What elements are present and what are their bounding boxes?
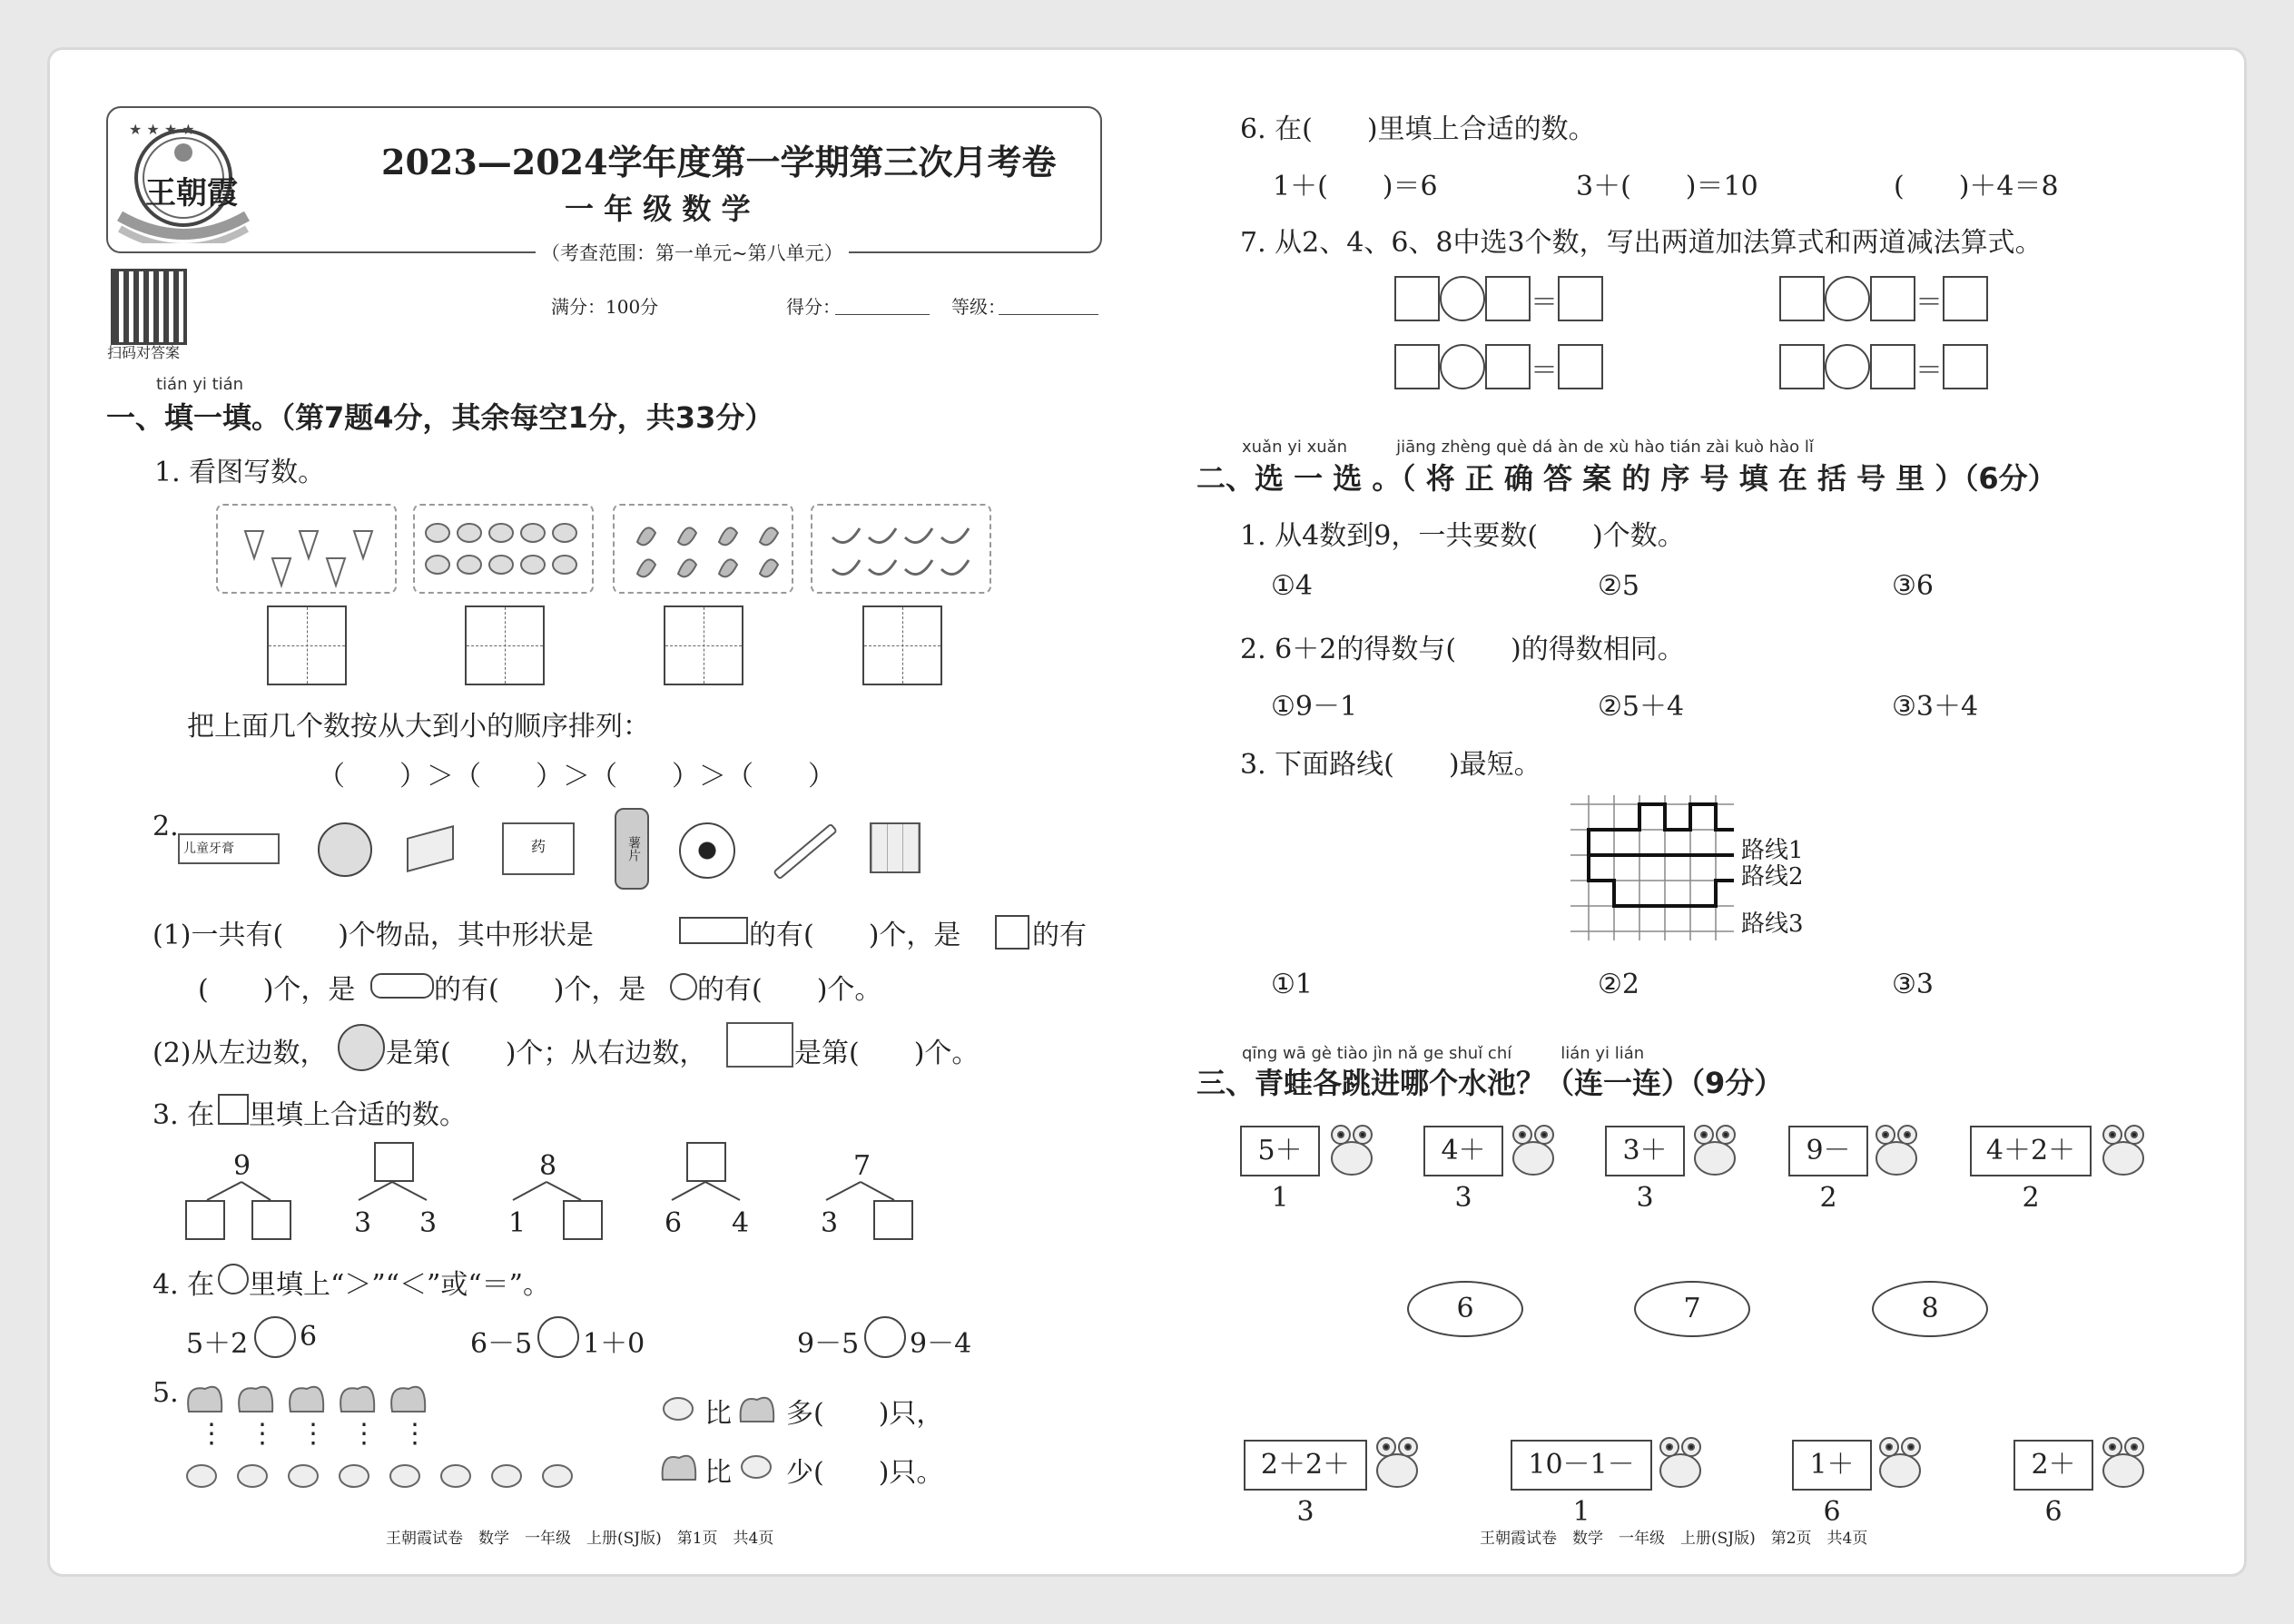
frog-top-4-expr[interactable]: 9－2 (1788, 1126, 1868, 1176)
tree4-top-box[interactable] (686, 1142, 726, 1182)
q5-dots-2: ⋮ (249, 1418, 276, 1450)
q4-label-b: 里填上“＞”“＜”或“＝”。 (249, 1269, 551, 1301)
q2-line1a: (1)一共有( )个物品，其中形状是 (153, 920, 594, 951)
frog-icon (1874, 1432, 1926, 1491)
s2-q3-label: 3. 下面路线( )最短。 (1240, 749, 1541, 781)
pond-8[interactable]: 8 (1872, 1281, 1988, 1337)
s2-q1-opt2[interactable]: ②5 (1598, 570, 1639, 602)
s2-q3-opt3[interactable]: ③3 (1892, 969, 1934, 1000)
q7-eq3-box2[interactable] (1485, 344, 1531, 389)
full-score: 满分：100分 (551, 296, 659, 318)
q1-label: 1. 看图写数。 (154, 457, 326, 488)
s2-q1-label: 1. 从4数到9，一共要数( )个数。 (1240, 520, 1685, 552)
tree1-left-box[interactable] (185, 1200, 225, 1240)
q3-label: 3. 在 (153, 1099, 215, 1131)
q6-label: 6. 在( )里填上合适的数。 (1240, 113, 1596, 145)
frog-icon (1325, 1120, 1378, 1178)
route3-label: 路线3 (1741, 910, 1804, 938)
q4-item3-circle[interactable] (864, 1316, 906, 1358)
q4-item3-right: 9－4 (910, 1328, 972, 1360)
q7-eq2-box1[interactable] (1779, 276, 1825, 321)
q7-eq4-box1[interactable] (1779, 344, 1825, 389)
q5-dots-4: ⋮ (350, 1418, 378, 1450)
q2-line2a: ( )个，是 (198, 974, 356, 1006)
q7-eq4-equals: ＝ (1915, 355, 1943, 387)
q7-eq2-result[interactable] (1943, 276, 1988, 321)
q7-label: 7. 从2、4、6、8中选3个数，写出两道加法算式和两道减法算式。 (1240, 227, 2043, 259)
frog-bottom-1-expr[interactable]: 2＋2＋3 (1244, 1440, 1367, 1491)
frog-top-3-expr[interactable]: 3＋3 (1605, 1126, 1685, 1176)
q6-item2[interactable]: 3＋( )＝10 (1576, 171, 1758, 202)
tree1-top: 9 (233, 1150, 251, 1182)
q7-eq1-op[interactable] (1440, 276, 1485, 321)
frog-icon (1654, 1432, 1707, 1491)
frog-icon (1689, 1120, 1741, 1178)
svg-text:★ ★ ★ ★: ★ ★ ★ ★ (129, 121, 195, 138)
q2-label: 2. (153, 811, 179, 842)
q4-item3-left: 9－5 (797, 1328, 860, 1360)
frog-top-2-expr[interactable]: 4＋3 (1423, 1126, 1503, 1176)
pond-7[interactable]: 7 (1634, 1281, 1750, 1337)
tree5-right-box[interactable] (873, 1200, 913, 1240)
q2-line1b: 的有( )个，是 (749, 920, 961, 951)
q5-label: 5. (153, 1377, 179, 1409)
q7-eq4-box2[interactable] (1870, 344, 1915, 389)
grade-label: 等级： (951, 296, 1006, 318)
score-label: 得分： (786, 296, 841, 318)
cube-shape-icon (995, 915, 1029, 950)
q2-line1c: 的有 (1032, 920, 1087, 951)
qr-caption: 扫码对答案 (107, 344, 181, 361)
frog-icon (2097, 1432, 2150, 1491)
q5-line1b: 多( )只， (786, 1398, 944, 1430)
frog-bottom-3-expr[interactable]: 1＋6 (1792, 1440, 1872, 1491)
frog-top-5-expr[interactable]: 4＋2＋2 (1970, 1126, 2092, 1176)
tree4-left: 6 (665, 1207, 683, 1239)
bee-row-icon (182, 1451, 581, 1498)
tree3-top: 8 (539, 1150, 557, 1182)
q7-eq1-box2[interactable] (1485, 276, 1531, 321)
q3-label-b: 里填上合适的数。 (249, 1099, 467, 1131)
pond-6[interactable]: 6 (1407, 1281, 1523, 1337)
q7-eq3-box1[interactable] (1394, 344, 1440, 389)
tree5-left: 3 (821, 1207, 839, 1239)
section3-pinyin: qīng wā gè tiào jìn nǎ ge shuǐ chí lián yi lián (1242, 1044, 1645, 1063)
s2-q3-opt1[interactable]: ①1 (1271, 969, 1313, 1000)
q5-dots-3: ⋮ (300, 1418, 327, 1450)
medicine-box: 药 (502, 822, 575, 875)
section3-title: 三、青蛙各跳进哪个水池？（连一连）（9分） (1196, 1066, 1784, 1100)
frog-icon (1507, 1120, 1560, 1178)
butterfly-icon-2 (659, 1445, 701, 1485)
frog-icon (1870, 1120, 1923, 1178)
q4-item2-left: 6－5 (470, 1328, 533, 1360)
q7-eq3-op[interactable] (1440, 344, 1485, 389)
tree5-top: 7 (853, 1150, 871, 1182)
q5-dots-1: ⋮ (198, 1418, 225, 1450)
q4-label: 4. 在 (153, 1269, 215, 1301)
q2-line3b: 是第( )个；从右边数， (386, 1038, 707, 1069)
s2-q2-opt1[interactable]: ①9－1 (1271, 691, 1358, 723)
q7-eq4-op[interactable] (1825, 344, 1870, 389)
q6-item3[interactable]: ( )＋4＝8 (1894, 171, 2059, 202)
frog-icon (2097, 1120, 2150, 1178)
footer-right: 王朝霞试卷 数学 一年级 上册(SJ版) 第2页 共4页 (1480, 1530, 1868, 1548)
bee-icon-1 (659, 1387, 697, 1425)
s2-q1-opt3[interactable]: ③6 (1892, 570, 1934, 602)
tree2-top-box[interactable] (374, 1142, 414, 1182)
q7-eq1-equals: ＝ (1531, 287, 1558, 319)
tree2-right: 3 (419, 1207, 438, 1239)
q4-item1-circle[interactable] (254, 1316, 296, 1358)
q4-item1-right: 6 (300, 1321, 318, 1353)
q7-eq2-equals: ＝ (1915, 287, 1943, 319)
q7-eq2-box2[interactable] (1870, 276, 1915, 321)
bee-icon-2 (737, 1445, 775, 1483)
q5-dots-5: ⋮ (401, 1418, 428, 1450)
logo-text: 王朝霞 (145, 175, 238, 212)
section2-title: 二、选 一 选 。（ 将 正 确 答 案 的 序 号 填 在 括 号 里 ）（6分） (1196, 461, 2057, 496)
q5-line2a: 比 (704, 1457, 732, 1489)
subject-title: 一 年 级 数 学 (565, 192, 751, 226)
q2-line3a: (2)从左边数， (153, 1038, 328, 1069)
s2-q2-label: 2. 6＋2的得数与( )的得数相同。 (1240, 634, 1685, 665)
tree1-right-box[interactable] (251, 1200, 291, 1240)
frog-icon (1371, 1432, 1423, 1491)
q3-tree-lines (0, 0, 999, 1271)
frog-top-1-expr[interactable]: 5＋1 (1240, 1126, 1320, 1176)
toothpaste-box: 儿童牙膏 (178, 833, 280, 864)
route1-label: 路线1 (1741, 837, 1804, 864)
q7-eq1-box1[interactable] (1394, 276, 1440, 321)
route2-label: 路线2 (1741, 863, 1804, 891)
butterfly-icon-1 (737, 1387, 779, 1427)
q7-eq4-result[interactable] (1943, 344, 1988, 389)
butterfly-row-icon (180, 1375, 434, 1422)
s2-q2-opt2[interactable]: ②5＋4 (1598, 691, 1685, 723)
frog-bottom-2-expr[interactable]: 10－1－1 (1511, 1440, 1652, 1491)
footer-left: 王朝霞试卷 数学 一年级 上册(SJ版) 第1页 共4页 (386, 1530, 774, 1548)
q2-line2b: 的有( )个，是 (434, 974, 646, 1006)
order-instruction: 把上面几个数按从大到小的顺序排列： (187, 711, 650, 743)
section2-pinyin: xuǎn yi xuǎn jiāng zhèng què dá àn de xù hào tián zài kuò hào lǐ (1242, 438, 1814, 457)
q7-eq3-result[interactable] (1558, 344, 1603, 389)
q4-label-circle-icon (218, 1264, 249, 1294)
tree2-left: 3 (354, 1207, 372, 1239)
order-blanks[interactable]: （ ）＞（ ）＞（ ）＞（ ） (318, 761, 835, 792)
q2-line2c: 的有( )个。 (697, 974, 882, 1006)
q7-eq1-result[interactable] (1558, 276, 1603, 321)
tree3-right-box[interactable] (563, 1200, 603, 1240)
q6-item1[interactable]: 1＋( )＝6 (1273, 171, 1438, 202)
q4-item1-left: 5＋2 (186, 1328, 249, 1360)
section1-pinyin: tián yi tián (156, 375, 244, 394)
tree3-left: 1 (508, 1207, 527, 1239)
grade-field[interactable] (999, 314, 1098, 315)
frog-bottom-4-expr[interactable]: 2＋6 (2013, 1440, 2093, 1491)
page-title: 2023—2024学年度第一学期第三次月考卷 (381, 142, 1057, 182)
q5-line2b: 少( )只。 (786, 1457, 944, 1489)
chips-can: 薯片 (615, 808, 649, 890)
s2-q2-opt3[interactable]: ③3＋4 (1892, 691, 1979, 723)
q5-line1a: 比 (704, 1398, 732, 1430)
s2-q3-opt2[interactable]: ②2 (1598, 969, 1639, 1000)
q4-item2-circle[interactable] (537, 1316, 579, 1358)
q2-line3c: 是第( )个。 (794, 1038, 980, 1069)
tree4-right: 4 (732, 1207, 750, 1239)
route-grid-diagram (1570, 795, 1752, 945)
s2-q1-opt1[interactable]: ①4 (1271, 570, 1313, 602)
section1-title: 一、填一填。（第7题4分，其余每空1分，共33分） (106, 400, 774, 435)
q7-eq2-op[interactable] (1825, 276, 1870, 321)
exam-scope: （考查范围：第一单元~第八单元） (536, 239, 849, 266)
q4-item2-right: 1＋0 (583, 1328, 645, 1360)
q7-eq3-equals: ＝ (1531, 355, 1558, 387)
